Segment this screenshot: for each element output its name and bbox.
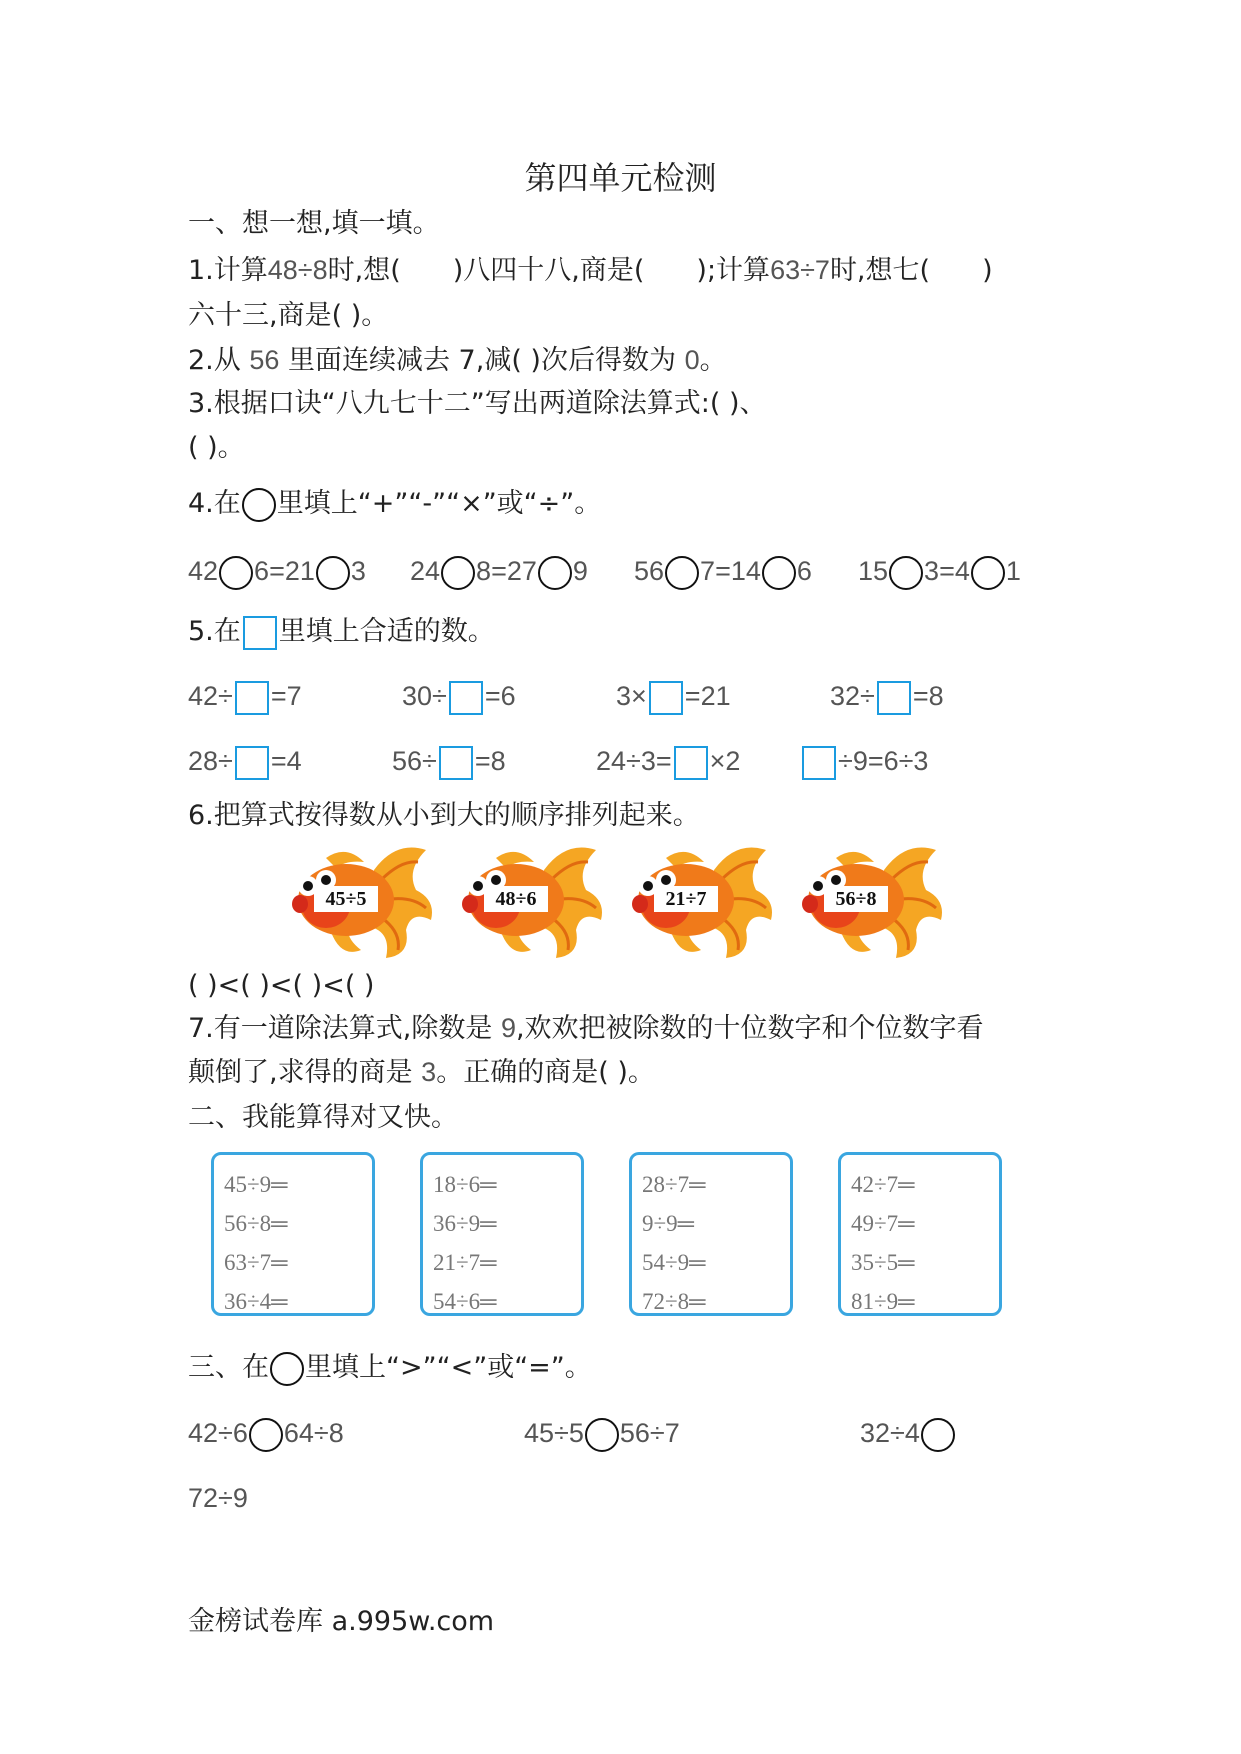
- q5-item: 42÷ =7: [188, 678, 302, 715]
- answer-square[interactable]: [649, 681, 683, 715]
- question-4-prompt: 4.在 里填上“+”“-”“×”或“÷”。: [188, 486, 601, 522]
- operator-circle[interactable]: [538, 556, 572, 590]
- q5-item: 28÷ =4: [188, 743, 302, 780]
- calc-box: [629, 1152, 793, 1316]
- calc-item: 21÷7═: [433, 1250, 497, 1275]
- calc-item: 63÷7═: [224, 1250, 288, 1275]
- question-2: 2.从 56 里面连续减去 7,减( )次后得数为 0。: [188, 345, 727, 376]
- question-3-line-2: ( )。: [188, 432, 245, 463]
- fish-expression: 45÷5: [314, 886, 378, 912]
- goldfish-card: [456, 840, 606, 960]
- operator-circle[interactable]: [665, 556, 699, 590]
- answer-square[interactable]: [235, 681, 269, 715]
- q5-item: ÷9=6÷3: [800, 743, 928, 780]
- q5-item: 56÷ =8: [392, 743, 506, 780]
- calc-item: 36÷9═: [433, 1211, 497, 1236]
- goldfish-card: [286, 840, 436, 960]
- calc-item: 72÷8═: [642, 1289, 706, 1314]
- operator-circle[interactable]: [762, 556, 796, 590]
- question-6-order: ( )<( )<( )<( ): [188, 970, 375, 1001]
- fish-expression: 56÷8: [824, 886, 888, 912]
- calc-item: 54÷9═: [642, 1250, 706, 1275]
- answer-square[interactable]: [877, 681, 911, 715]
- q5-item: 3× =21: [616, 678, 731, 715]
- q5-item: 32÷ =8: [830, 678, 944, 715]
- compare-item: 45÷5 56÷7: [524, 1415, 680, 1452]
- fish-expression: 48÷6: [484, 886, 548, 912]
- question-3-line-1: 3.根据口诀“八九七十二”写出两道除法算式:( )、: [188, 388, 767, 419]
- operator-circle[interactable]: [441, 556, 475, 590]
- compare-circle[interactable]: [585, 1418, 619, 1452]
- answer-square[interactable]: [235, 746, 269, 780]
- question-5-prompt: 5.在 里填上合适的数。: [188, 614, 495, 650]
- operator-circle[interactable]: [219, 556, 253, 590]
- calc-item: 49÷7═: [851, 1211, 915, 1236]
- answer-circle: [242, 488, 276, 522]
- question-7-line-1: 7.有一道除法算式,除数是 9,欢欢把被除数的十位数字和个位数字看: [188, 1013, 984, 1044]
- calc-item: 28÷7═: [642, 1172, 706, 1197]
- question-1-line-1: 1.计算48÷8时,想( )八四十八,商是( );计算63÷7时,想七( ): [188, 255, 993, 286]
- goldfish-card: [796, 840, 946, 960]
- footer-watermark: 金榜试卷库 a.995w.com: [188, 1606, 495, 1637]
- answer-circle: [270, 1352, 304, 1386]
- answer-square: [243, 616, 277, 650]
- fish-expression: 21÷7: [654, 886, 718, 912]
- operator-circle[interactable]: [316, 556, 350, 590]
- q4-item-4: 15 3=4 1: [858, 553, 1021, 590]
- calc-item: 45÷9═: [224, 1172, 288, 1197]
- calc-item: 35÷5═: [851, 1250, 915, 1275]
- calc-box: [211, 1152, 375, 1316]
- compare-item: 32÷4: [860, 1415, 956, 1452]
- calc-item: 18÷6═: [433, 1172, 497, 1197]
- calc-item: 42÷7═: [851, 1172, 915, 1197]
- answer-square[interactable]: [449, 681, 483, 715]
- operator-circle[interactable]: [971, 556, 1005, 590]
- q5-item: 24÷3= ×2: [596, 743, 740, 780]
- calc-item: 54÷6═: [433, 1289, 497, 1314]
- compare-item: 42÷6 64÷8: [188, 1415, 344, 1452]
- q4-item-2: 24 8=27 9: [410, 553, 588, 590]
- q4-item-3: 56 7=14 6: [634, 553, 812, 590]
- section-1-heading: 一、想一想,填一填。: [188, 208, 440, 239]
- answer-square[interactable]: [439, 746, 473, 780]
- calc-item: 36÷4═: [224, 1289, 288, 1314]
- compare-item-wrap: 72÷9: [188, 1483, 248, 1513]
- question-6-prompt: 6.把算式按得数从小到大的顺序排列起来。: [188, 800, 700, 831]
- goldfish-card: [626, 840, 776, 960]
- compare-circle[interactable]: [921, 1418, 955, 1452]
- section-2-heading: 二、我能算得对又快。: [188, 1102, 458, 1133]
- section-3-heading: 三、在 里填上“>”“<”或“=”。: [188, 1350, 592, 1386]
- question-7-line-2: 颠倒了,求得的商是 3。正确的商是( )。: [188, 1057, 655, 1088]
- calc-item: 9÷9═: [642, 1211, 694, 1236]
- answer-square[interactable]: [674, 746, 708, 780]
- calc-item: 81÷9═: [851, 1289, 915, 1314]
- q5-item: 30÷ =6: [402, 678, 516, 715]
- calc-box: [420, 1152, 584, 1316]
- page-title: 第四单元检测: [524, 159, 717, 197]
- operator-circle[interactable]: [889, 556, 923, 590]
- answer-square[interactable]: [802, 746, 836, 780]
- q4-item-1: 42 6=21 3: [188, 553, 366, 590]
- calc-box: [838, 1152, 1002, 1316]
- calc-item: 56÷8═: [224, 1211, 288, 1236]
- question-1-line-2: 六十三,商是( )。: [188, 300, 389, 331]
- compare-circle[interactable]: [249, 1418, 283, 1452]
